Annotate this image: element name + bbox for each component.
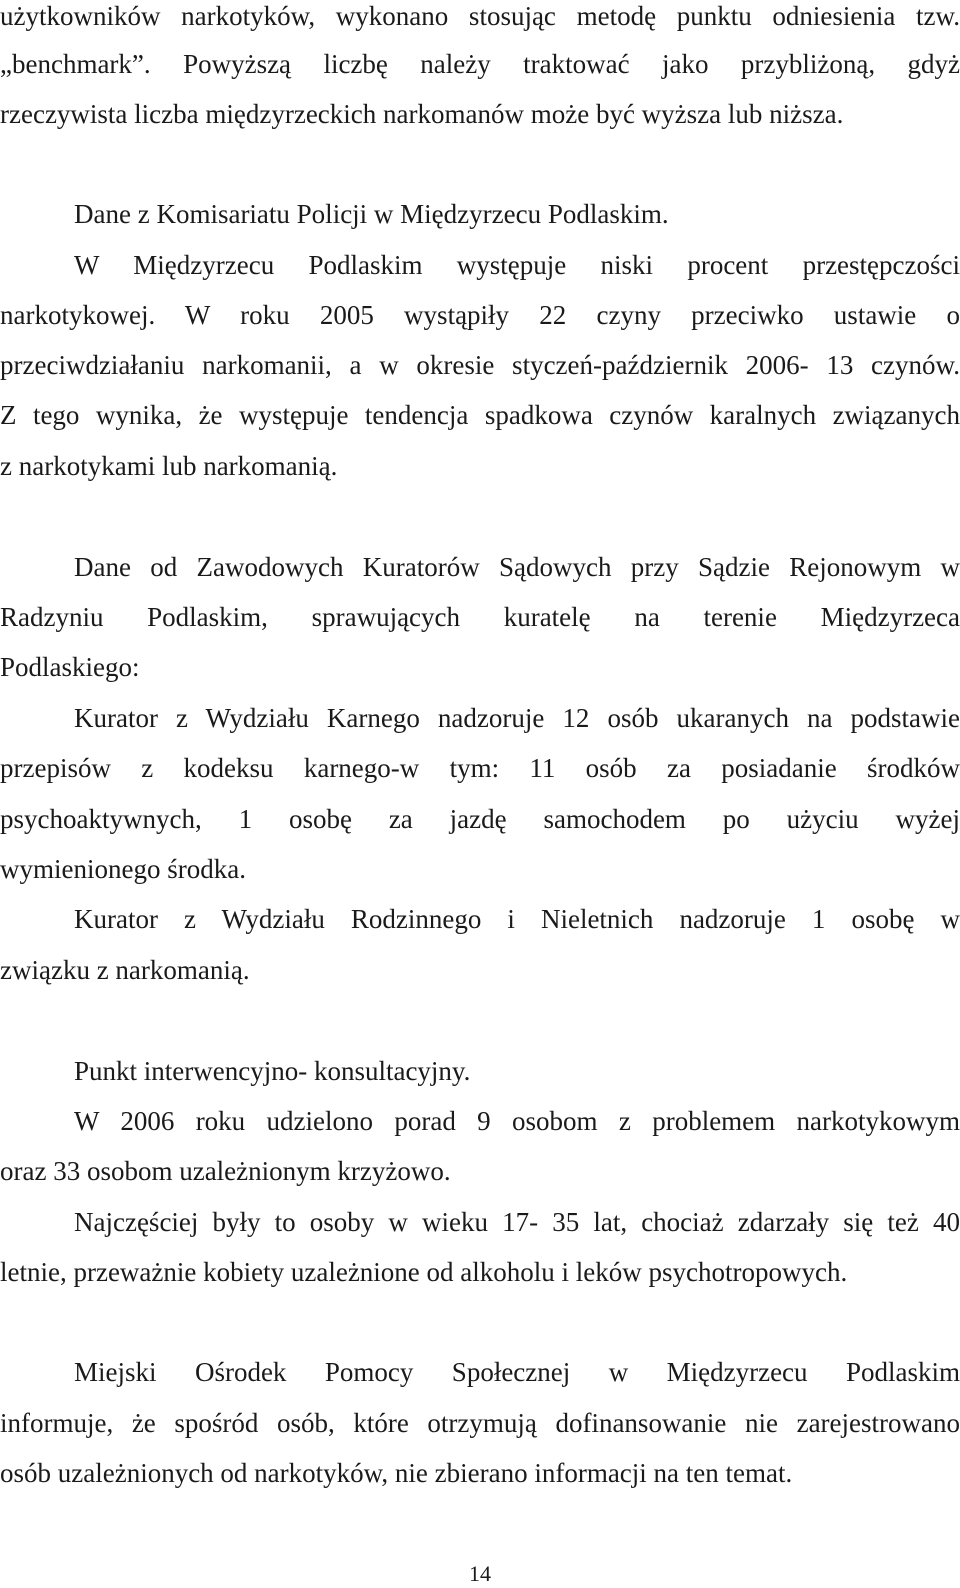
text-line: wymienionego środka. [0,854,246,884]
page-number: 14 [469,1561,491,1586]
text-line: W Międzyrzecu Podlaskim występuje niski procent przestępczości [74,250,960,280]
text-line: psychoaktywnych, 1 osobę za jazdę samochodem po użyciu wyżej [0,804,960,834]
text-line: osób uzależnionych od narkotyków, nie zbierano informacji na ten temat. [0,1458,793,1488]
text-line: użytkowników narkotyków, wykonano stosując metodę punktu odniesienia tzw. [0,1,960,31]
text-line: rzeczywista liczba międzyrzeckich narkomanów może być wyższa lub niższa. [0,99,844,129]
text-line: przepisów z kodeksu karnego-w tym: 11 osób za posiadanie środków [0,753,960,783]
section-heading: Dane z Komisariatu Policji w Międzyrzecu Podlaskim. [74,199,669,229]
text-line: związku z narkomanią. [0,955,250,985]
text-line: przeciwdziałaniu narkomanii, a w okresie styczeń-październik 2006- 13 czynów. [0,350,960,380]
text-line: informuje, że spośród osób, które otrzymują dofinansowanie nie zarejestrowano [0,1408,960,1438]
text-line: narkotykowej. W roku 2005 wystąpiły 22 czyny przeciwko ustawie o [0,300,960,330]
text-line: Dane od Zawodowych Kuratorów Sądowych przy Sądzie Rejonowym w [74,552,960,582]
text-line: Kurator z Wydziału Rodzinnego i Nieletnich nadzoruje 1 osobę w [74,904,960,934]
text-line: Podlaskiego: [0,652,140,682]
text-line: Kurator z Wydziału Karnego nadzoruje 12 osób ukaranych na podstawie [74,703,960,733]
text-line: W 2006 roku udzielono porad 9 osobom z problemem narkotykowym [74,1106,960,1136]
text-line: z narkotykami lub narkomanią. [0,451,338,481]
text-line: Z tego wynika, że występuje tendencja spadkowa czynów karalnych związanych [0,400,960,430]
text-line: „benchmark”. Powyższą liczbę należy traktować jako przybliżoną, gdyż [0,49,960,79]
text-line: Radzyniu Podlaskim, sprawujących kuratelę na terenie Międzyrzeca [0,602,960,632]
text-line: Najczęściej były to osoby w wieku 17- 35 lat, chociaż zdarzały się też 40 [74,1207,960,1237]
section-heading: Punkt interwencyjno- konsultacyjny. [74,1056,471,1086]
text-line: letnie, przeważnie kobiety uzależnione od alkoholu i leków psychotropowych. [0,1257,848,1287]
text-line: oraz 33 osobom uzależnionym krzyżowo. [0,1156,451,1186]
text-line: Miejski Ośrodek Pomocy Społecznej w Międzyrzecu Podlaskim [74,1357,960,1387]
